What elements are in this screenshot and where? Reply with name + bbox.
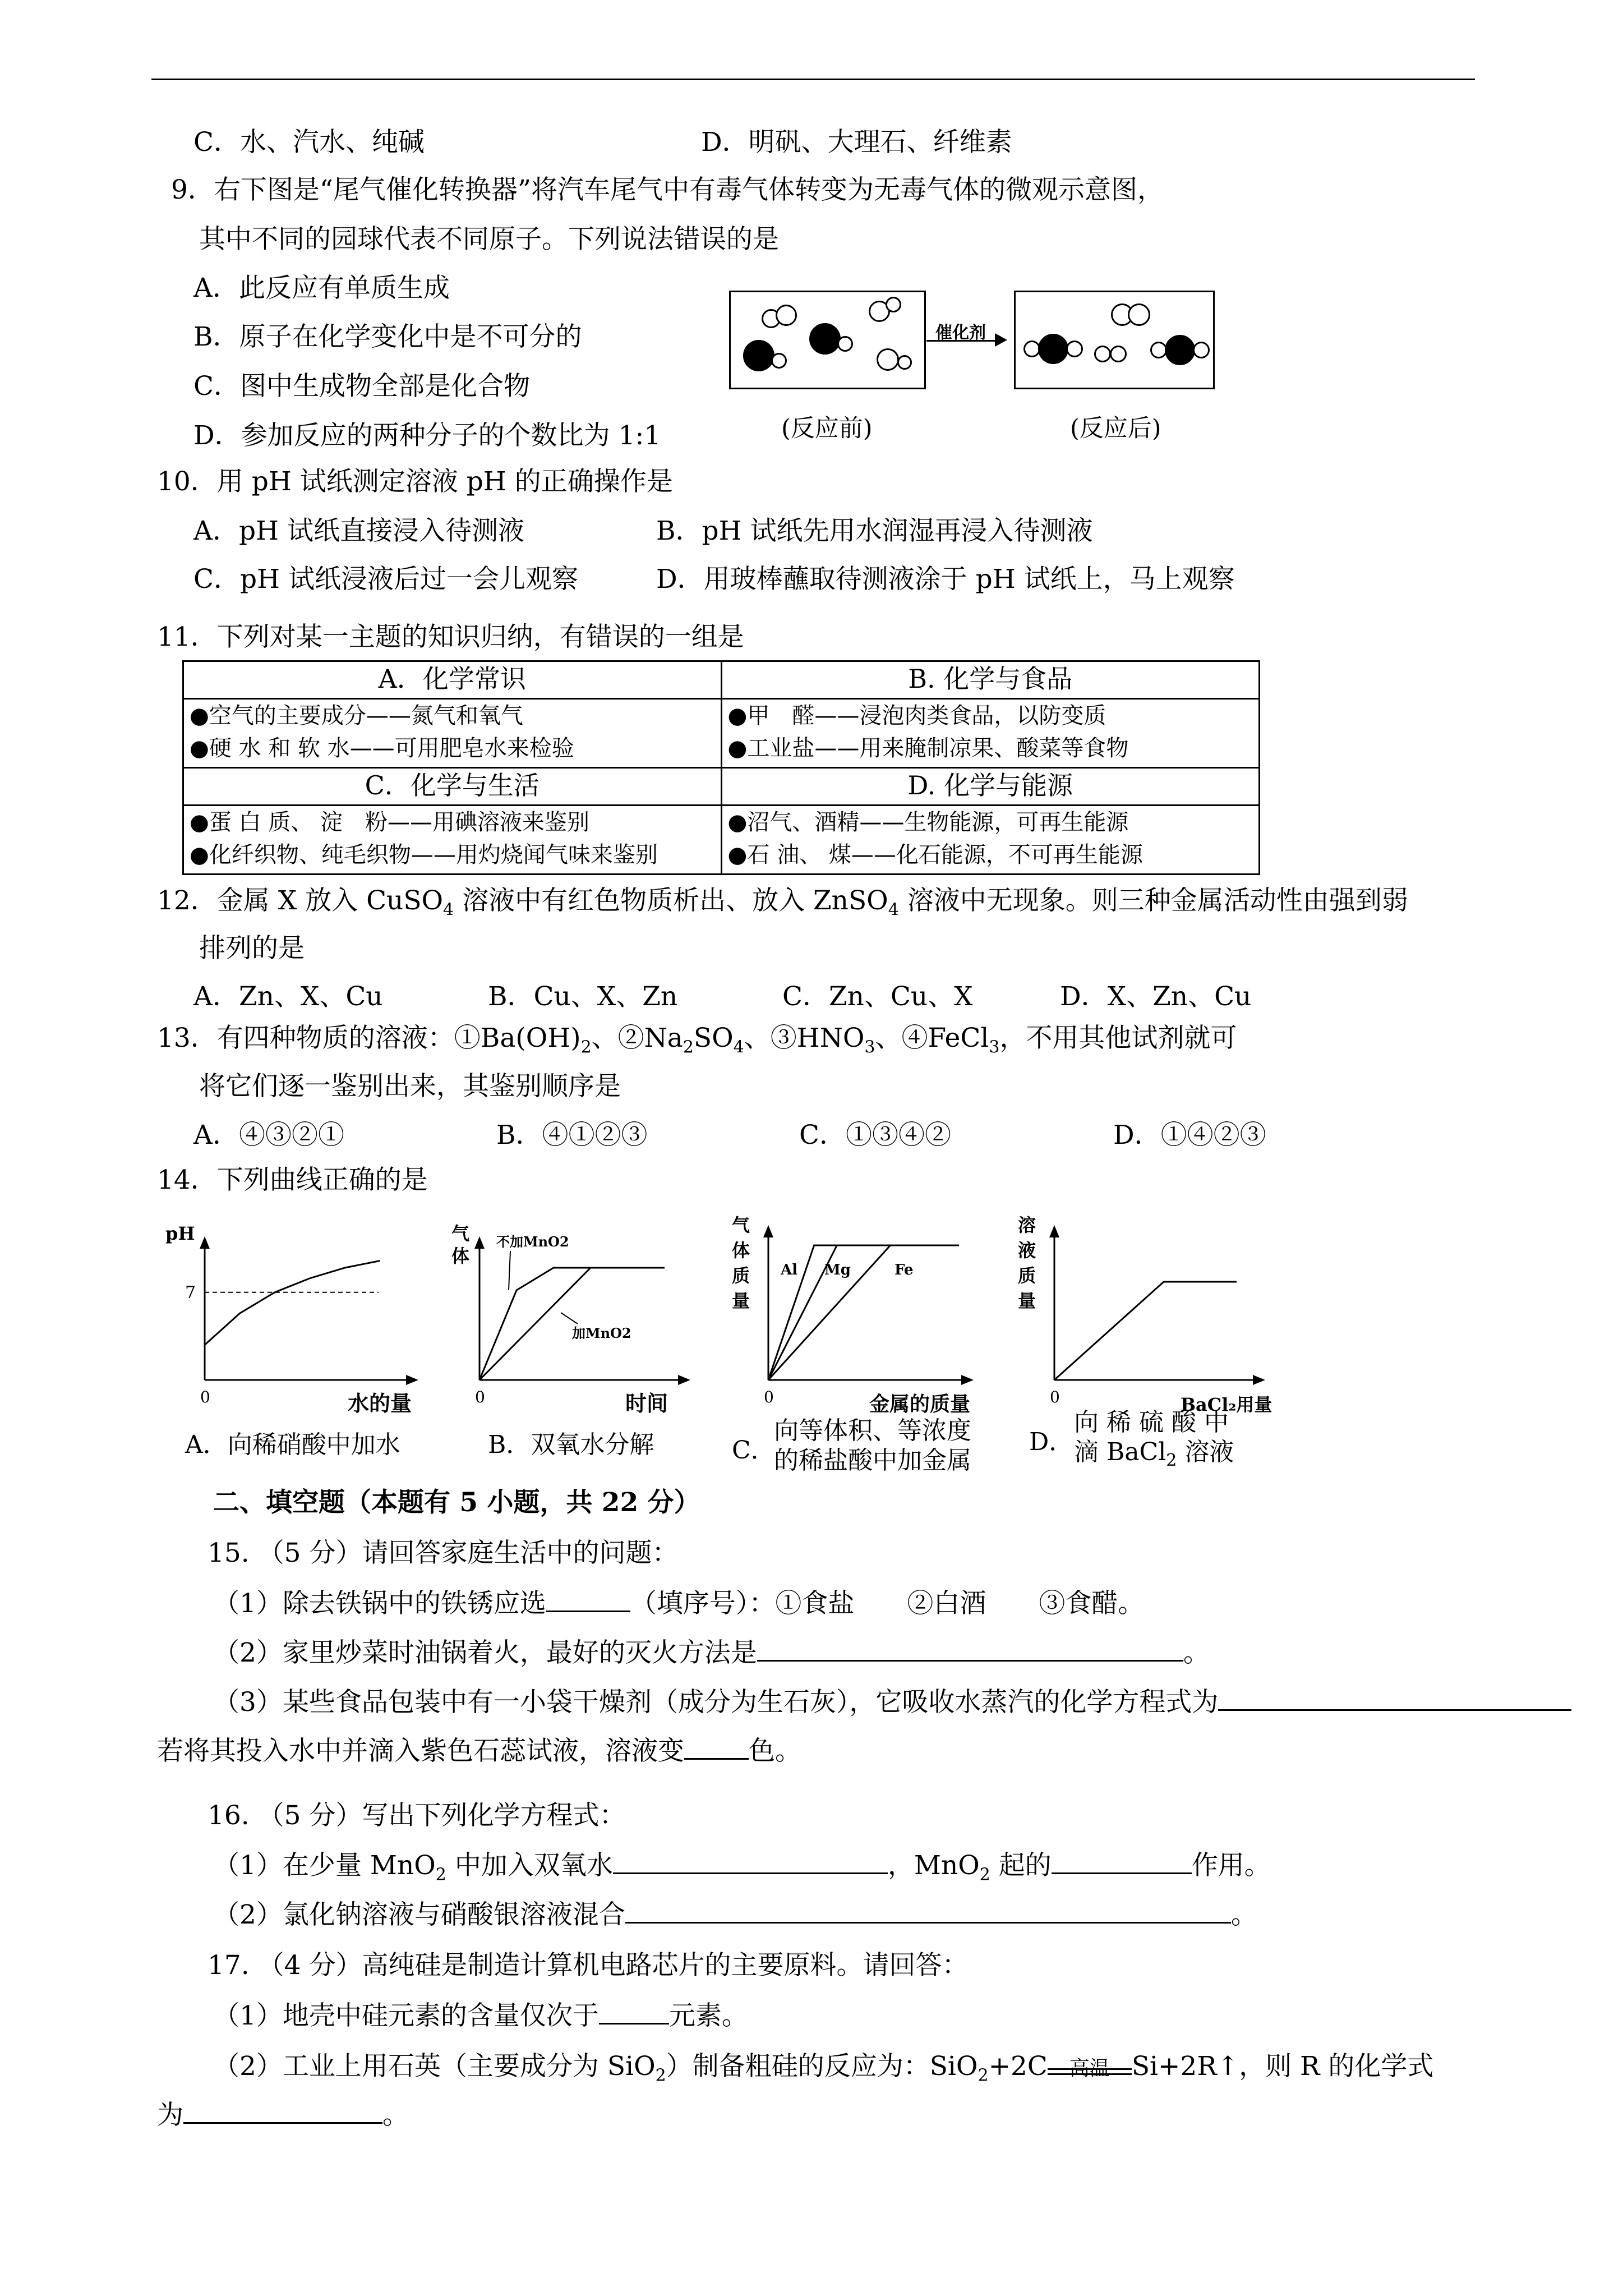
origin-label: 0 — [475, 1388, 485, 1406]
black-atom — [743, 340, 774, 371]
series-label-mno2: 加MnO2 — [572, 1325, 631, 1341]
q13-text: 、②Na — [591, 1023, 683, 1053]
q13-text: 、③HNO — [744, 1023, 865, 1053]
black-atom — [1165, 335, 1195, 365]
x-axis-label: 金属的质量 — [869, 1392, 971, 1416]
table-cell-c-title: C．化学与生活 — [183, 768, 722, 806]
white-atom — [1094, 346, 1111, 362]
answer-blank[interactable] — [625, 1921, 1231, 1924]
answer-blank[interactable] — [1218, 1709, 1571, 1711]
q13-text: SO — [693, 1023, 734, 1053]
ph-curve — [205, 1261, 380, 1345]
y-axis-arrow — [200, 1236, 210, 1249]
y-axis-arrow — [474, 1236, 485, 1249]
white-atom — [1128, 303, 1150, 326]
q9-option-d: D．参加反应的两种分子的个数比为 1:1 — [193, 420, 661, 451]
table-line: ●工业盐——用来腌制凉果、酸菜等食物 — [727, 735, 1129, 761]
q17-part1 — [213, 2000, 748, 2033]
caption-line — [1074, 1438, 1234, 1471]
q13-text: 、④FeCl — [875, 1023, 989, 1053]
answer-blank[interactable] — [599, 2022, 669, 2024]
q15-text: 若将其投入水中并滴入紫色石蕊试液，溶液变 — [157, 1736, 684, 1766]
q12-text: 溶液中无现象。则三种金属活动性由强到弱 — [898, 885, 1408, 916]
subscript: 3 — [989, 1037, 1000, 1057]
table-cell-b-body — [721, 699, 1260, 768]
q17-text: Si+2R↑，则 R 的化学式 — [1131, 2051, 1434, 2082]
table-line: ●沼气、酒精——生物能源，可再生能源 — [727, 809, 1129, 835]
white-atom — [1110, 346, 1127, 362]
chart-a — [163, 1212, 432, 1419]
after-caption: (反应后) — [1070, 415, 1161, 443]
q15-text: （2）家里炒菜时油锅着火，最好的灭火方法是 — [213, 1637, 757, 1668]
q16-stem: 16. （5 分）写出下列化学方程式： — [208, 1800, 626, 1831]
white-atom — [886, 297, 901, 312]
chart-d — [1012, 1206, 1281, 1419]
reaction-arrow-head — [995, 333, 1007, 347]
solution-mass-line — [1054, 1282, 1237, 1380]
table-line: ●石 油、 煤——化石能源，不可再生能源 — [727, 842, 1143, 868]
q17-text: ）制备粗硅的反应为：SiO — [666, 2051, 978, 2082]
table-line: ●化纤织物、纯毛织物——用灼烧闻气味来鉴别 — [190, 842, 658, 868]
q16-text: ，MnO — [887, 1850, 980, 1881]
y-axis-label: 溶 — [1018, 1214, 1036, 1236]
q15-part1 — [213, 1588, 1144, 1621]
q12-option-b: B．Cu、X、Zn — [488, 981, 678, 1012]
q12-option-c: C．Zn、Cu、X — [782, 981, 973, 1012]
y-tick-label: 7 — [185, 1282, 196, 1303]
q16-text: 中加入双氧水 — [446, 1850, 613, 1881]
q15-part3 — [213, 1686, 1571, 1719]
y-axis-label: 气 — [451, 1223, 470, 1244]
y-axis-arrow — [763, 1225, 773, 1237]
table-cell-d-title: D. 化学与能源 — [721, 768, 1260, 806]
table-cell-b-title: B. 化学与食品 — [721, 661, 1260, 699]
x-axis-arrow — [961, 1375, 974, 1385]
q15-text: 色。 — [749, 1736, 801, 1766]
caption-text: 溶液 — [1177, 1437, 1234, 1466]
q10-stem: 10．用 pH 试纸测定溶液 pH 的正确操作是 — [157, 466, 673, 497]
x-axis-label: BaCl₂用量 — [1181, 1394, 1272, 1415]
before-box — [729, 291, 926, 389]
white-atom — [837, 336, 853, 352]
x-axis-arrow — [1253, 1375, 1265, 1385]
q10-option-b: B．pH 试纸先用水润湿再浸入待测液 — [656, 516, 1093, 546]
x-axis-arrow — [678, 1375, 690, 1385]
q16-part1 — [213, 1849, 1271, 1885]
chart-c — [723, 1206, 993, 1419]
q13-text: ，不用其他试剂就可 — [999, 1023, 1237, 1053]
table-line: ●硬 水 和 软 水——可用肥皂水来检验 — [190, 735, 574, 761]
subscript: 2 — [979, 1865, 990, 1885]
q13-option-c: C．①③④② — [799, 1120, 951, 1151]
q15-part3-cont — [157, 1735, 801, 1768]
series-line-0 — [479, 1268, 665, 1380]
q16-text: 。 — [1230, 1899, 1257, 1930]
q16-text: 作用。 — [1191, 1850, 1271, 1881]
table-cell-c-body — [183, 806, 722, 875]
q12-text: 12．金属 X 放入 CuSO — [157, 885, 444, 916]
subscript: 4 — [733, 1037, 744, 1057]
q16-text: （2）氯化钠溶液与硝酸银溶液混合 — [213, 1899, 625, 1930]
y-axis-label: pH — [165, 1223, 195, 1244]
x-axis-arrow — [406, 1375, 418, 1385]
series-label-no-mno2: 不加MnO2 — [496, 1234, 569, 1250]
q14-caption-d — [1074, 1408, 1234, 1471]
series-label: Mg — [824, 1262, 851, 1278]
origin-label: 0 — [1050, 1388, 1060, 1406]
subscript: 4 — [443, 900, 454, 920]
caption-line: 向 稀 硫 酸 中 — [1074, 1408, 1229, 1437]
q15-text: （1）除去铁锅中的铁锈应选 — [213, 1588, 546, 1619]
q9-stem-line2: 其中不同的园球代表不同原子。下列说法错误的是 — [199, 224, 779, 255]
subscript: 2 — [1166, 1450, 1177, 1470]
subscript: 2 — [435, 1865, 446, 1885]
q15-text: （填序号）：①食盐 ②白酒 ③食醋。 — [630, 1588, 1145, 1619]
series-label: Fe — [895, 1262, 914, 1278]
q17-text: （2）工业上用石英（主要成分为 SiO — [213, 2051, 656, 2082]
after-box — [1014, 291, 1215, 389]
answer-blank[interactable] — [757, 1659, 1183, 1662]
q10-option-a: A．pH 试纸直接浸入待测液 — [193, 516, 524, 546]
chart-b — [449, 1212, 707, 1419]
q9-stem-line1: 9．右下图是“尾气催化转换器”将汽车尾气中有毒气体转变为无毒气体的微观示意图， — [171, 174, 1164, 205]
q17-part2-cont — [157, 2099, 409, 2132]
q14-caption-c — [774, 1416, 971, 1476]
leader-line — [509, 1251, 510, 1290]
reaction-arrow — [926, 340, 998, 342]
y-axis-label: 量 — [732, 1290, 750, 1312]
section-title: 二、填空题（本题有 5 小题，共 22 分） — [213, 1487, 700, 1518]
q17-text: 为 — [157, 2100, 183, 2131]
reaction-condition — [1048, 2057, 1132, 2080]
table-line: ●蛋 白 质、 淀 粉——用碘溶液来鉴别 — [190, 809, 590, 835]
q17-text: 元素。 — [668, 2000, 748, 2031]
y-axis-label: 气 — [732, 1214, 750, 1236]
q12-option-d: D．X、Zn、Cu — [1060, 981, 1252, 1012]
answer-blank[interactable] — [183, 2122, 382, 2124]
table-line: ●空气的主要成分——氮气和氧气 — [190, 703, 523, 729]
q12-text: 溶液中有红色物质析出、放入 ZnSO — [454, 885, 888, 916]
q11-stem: 11．下列对某一主题的知识归纳，有错误的一组是 — [157, 622, 744, 652]
q9-option-a: A．此反应有单质生成 — [193, 273, 450, 303]
q13-text: 13．有四种物质的溶液：①Ba(OH) — [157, 1023, 581, 1053]
series-label: Al — [781, 1262, 798, 1278]
y-axis-label: 量 — [1018, 1290, 1036, 1312]
table-cell-d-body — [721, 806, 1260, 875]
q13-option-a: A．④③②① — [193, 1120, 344, 1151]
answer-blank[interactable] — [1052, 1872, 1192, 1874]
subscript: 2 — [683, 1037, 694, 1057]
y-axis-label: 液 — [1018, 1240, 1036, 1261]
q13-stem-line2: 将它们逐一鉴别出来，其鉴别顺序是 — [199, 1071, 621, 1102]
origin-label: 0 — [200, 1388, 210, 1406]
q14-caption-b: B．双氧水分解 — [488, 1430, 654, 1459]
answer-blank[interactable] — [684, 1757, 749, 1760]
q12-stem-line2: 排列的是 — [199, 933, 305, 964]
subscript: 2 — [655, 2065, 666, 2086]
black-atom — [809, 323, 841, 355]
y-axis-arrow — [1049, 1225, 1059, 1237]
x-axis-label: 水的量 — [348, 1391, 412, 1416]
q14-stem: 14．下列曲线正确的是 — [157, 1165, 428, 1195]
q17-text: （1）地壳中硅元素的含量仅次于 — [213, 2000, 599, 2031]
q10-option-d: D．用玻棒蘸取待测液涂于 pH 试纸上，马上观察 — [656, 564, 1235, 595]
caption-text: 滴 BaCl — [1074, 1437, 1166, 1466]
subscript: 4 — [888, 900, 899, 920]
q15-text: （3）某些食品包装中有一小袋干燥剂（成分为生石灰），它吸收水蒸汽的化学方程式为 — [213, 1687, 1219, 1718]
y-axis-label: 质 — [1018, 1265, 1036, 1286]
black-atom — [1038, 334, 1068, 364]
q12-stem-line1 — [157, 885, 1408, 921]
q10-option-c: C．pH 试纸浸液后过一会儿观察 — [193, 564, 578, 595]
q16-text: 起的 — [990, 1850, 1052, 1881]
y-axis-label: 体 — [732, 1240, 750, 1261]
q17-stem: 17. （4 分）高纯硅是制造计算机电路芯片的主要原料。请回答： — [208, 1950, 969, 1981]
table-cell-a-body — [183, 699, 722, 768]
q13-option-d: D．①④②③ — [1113, 1120, 1266, 1151]
white-atom — [776, 305, 797, 326]
caption-line: 的稀盐酸中加金属 — [774, 1446, 971, 1475]
white-atom — [1066, 341, 1083, 357]
y-axis-label: 体 — [451, 1245, 470, 1267]
q17-part2 — [213, 2050, 1433, 2086]
q8-option-d: D．明矾、大理石、纤维素 — [701, 127, 1012, 158]
header-rule — [151, 79, 1475, 80]
q16-text: （1）在少量 MnO — [213, 1850, 436, 1881]
condition-label: 高温 — [1069, 2057, 1110, 2080]
y-axis-label: 质 — [732, 1265, 750, 1286]
subscript: 3 — [864, 1037, 875, 1057]
subscript: 2 — [978, 2065, 989, 2086]
q8-option-c: C．水、汽水、纯碱 — [193, 127, 425, 158]
knowledge-table — [182, 660, 1260, 875]
answer-blank[interactable] — [546, 1610, 630, 1612]
answer-blank[interactable] — [613, 1872, 888, 1874]
q14-caption-a: A．向稀硝酸中加水 — [185, 1430, 400, 1459]
subscript: 2 — [580, 1037, 592, 1057]
table-cell-a-title: A．化学常识 — [183, 661, 722, 699]
q14-caption-c-letter: C． — [732, 1436, 776, 1465]
q17-text: 。 — [382, 2100, 409, 2131]
white-atom — [897, 355, 912, 370]
origin-label: 0 — [764, 1388, 774, 1406]
q13-stem-line1 — [157, 1022, 1237, 1058]
q15-text: 。 — [1183, 1637, 1210, 1668]
x-axis-label: 时间 — [625, 1391, 668, 1416]
q17-text: +2C — [988, 2051, 1048, 2082]
q9-option-b: B．原子在化学变化中是不可分的 — [193, 321, 582, 352]
q13-option-b: B．④①②③ — [496, 1120, 648, 1151]
white-atom — [877, 348, 899, 371]
q15-part2 — [213, 1637, 1210, 1670]
series-line-1 — [479, 1268, 665, 1380]
q12-option-a: A．Zn、X、Cu — [193, 981, 383, 1012]
catalyst-label: 催化剂 — [935, 323, 986, 343]
leader-line — [561, 1313, 578, 1324]
before-caption: (反应前) — [781, 415, 873, 443]
white-atom — [771, 353, 787, 369]
q15-stem: 15. （5 分）请回答家庭生活中的问题： — [208, 1538, 679, 1568]
caption-line: 向等体积、等浓度 — [774, 1416, 971, 1445]
white-atom — [1193, 342, 1210, 358]
q9-option-c: C．图中生成物全部是化合物 — [193, 371, 530, 402]
q14-caption-d-letter: D． — [1029, 1428, 1074, 1456]
table-line: ●甲 醛——浸泡肉类食品，以防变质 — [727, 703, 1106, 729]
q16-part2 — [213, 1899, 1257, 1932]
